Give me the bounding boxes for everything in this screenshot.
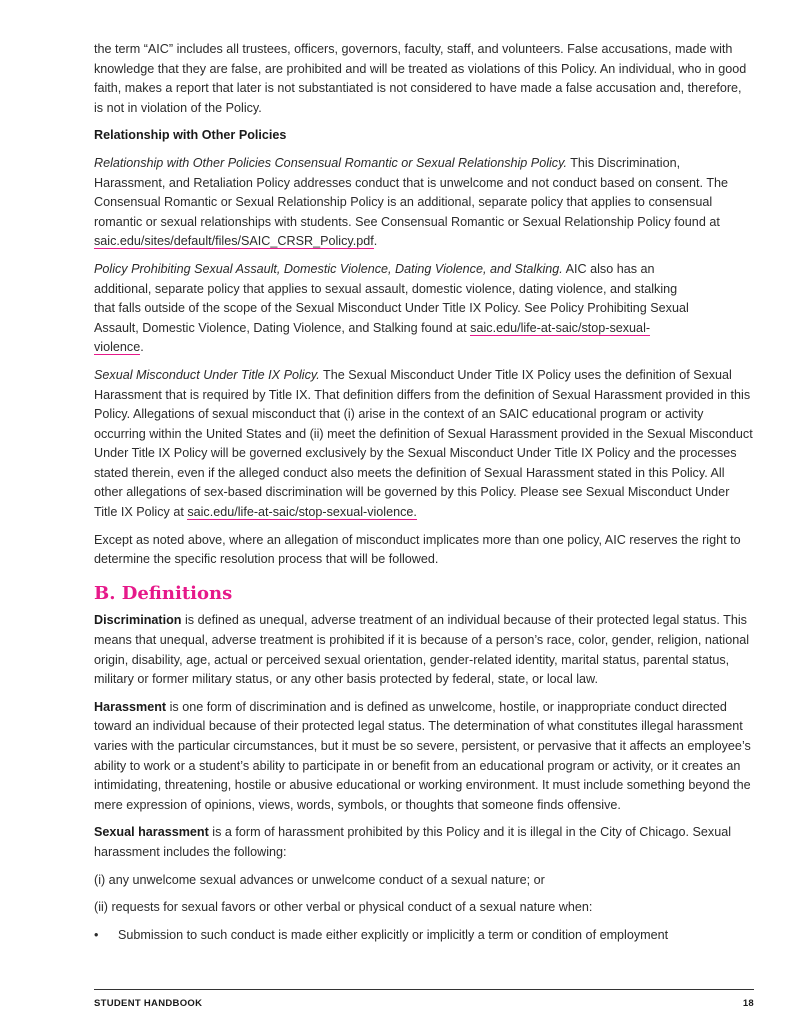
bullet-item [94,926,754,946]
page-footer [94,989,754,1009]
term: Sexual harassment [94,825,209,840]
sexual-harassment-paragraph [94,823,754,862]
section-heading: B. Definitions [94,582,233,604]
assault-paragraph [94,260,694,358]
assault-link[interactable]: saic.edu/life-at-saic/stop-sexual-violence [94,320,651,355]
crsr-link[interactable]: saic.edu/sites/default/files/SAIC_CRSR_Policy.pdf [94,234,374,249]
harassment-paragraph [94,698,754,816]
punct: . [140,340,144,355]
term: Harassment [94,699,167,714]
lead: Sexual Misconduct Under Title IX Policy. [94,367,320,382]
definition: is a form of harassment prohibited by this Policy and it is illegal in the City of Chicago. Sexual harassment includes the following: [94,825,732,859]
intro-paragraph: the term “AIC” includes all trustees, officers, governors, faculty, staff, and volunteers. False accusations, made with knowledge that they are false, are prohibited and will be treated as violations of this Policy. An individual, who in good faith, makes a report that later is not substantiated is not considered to have made a false accusation and, therefore, is not in violation of the Policy. [94,42,747,115]
definition: is one form of discrimination and is defined as unwelcome, hostile, or inappropriate conduct directed toward an individual because of their protected legal status. The determination of what constitutes illegal harassment varies with the particular circumstances, but it must be so severe, persistent, or pervasive that it affects an employee’s ability to work or a student’s ability to participate in or benefit from an educational program or activity, or it creates an intimidating, threatening, hostile or abusive educational or working environment. It must include something beyond the mere expression of opinions, views, words, symbols, or thoughts that someone finds offensive. [94,699,751,812]
crsr-paragraph [94,154,754,252]
punct: . [373,234,378,249]
body: AIC also has an additional, separate policy that applies to sexual assault, domestic violence, dating violence, and stalking that falls outside of the scope of the Sexual Misconduct Under Title IX Policy. See Policy Prohibiting Sexual Assault, Domestic Violence, Dating Violence, and Stalking found at [94,261,689,335]
discrimination-paragraph [94,611,754,689]
footer-title: STUDENT HANDBOOK [94,998,203,1009]
titleix-link[interactable]: saic.edu/life-at-saic/stop-sexual-violence. [187,505,417,520]
subheading: Relationship with Other Policies [94,128,287,143]
lead: Relationship with Other Policies Consensual Romantic or Sexual Relationship Policy. [94,155,567,170]
bullet-text: Submission to such conduct is made either explicitly or implicitly a term or condition of employment [118,927,669,942]
list-item-ii: (ii) requests for sexual favors or other verbal or physical conduct of a sexual nature when: [94,900,593,915]
list-item-i: (i) any unwelcome sexual advances or unwelcome conduct of a sexual nature; or [94,872,545,887]
document-body [94,40,754,945]
term: Discrimination [94,613,182,628]
page-number: 18 [742,998,754,1009]
bullet-icon: • [94,927,99,942]
body: This Discrimination, Harassment, and Retaliation Policy addresses conduct that is unwelcome and not conduct based on consent. The Consensual Romantic or Sexual Relationship Policy is an additional, separate policy that applies to consensual romantic or sexual relationships with students. See Consensual Romantic or Sexual Relationship Policy found at [94,155,729,229]
body: The Sexual Misconduct Under Title IX Policy uses the definition of Sexual Harassment that is required by Title IX. That definition differs from the definition of Sexual Harassment provided in this Policy. Allegations of sexual misconduct that (i) arise in the context of an SAIC educational program or activity occurring within the United States and (ii) meet the definition of Sexual Harassment provided in the Sexual Misconduct Under Title IX Policy will be governed exclusively by the Sexual Misconduct Under Title IX Policy and the processes stated therein, even if the alleged conduct also meets the definition of Sexual Harassment stated in this Policy. All other allegations of sex-based discrimination will be governed by this Policy. Please see Sexual Misconduct Under Title IX Policy at [94,367,753,520]
definition: is defined as unequal, adverse treatment of an individual because of their protected legal status. This means that unequal, adverse treatment is prohibited if it is because of a person’s race, color, gender, religion, national origin, disability, age, actual or perceived sexual orientation, gender-related identity, marital status, parental status, military or former military status, or any other basis protected by federal, state, or local law. [94,613,750,687]
titleix-paragraph [94,366,754,523]
lead: Policy Prohibiting Sexual Assault, Domestic Violence, Dating Violence, and Stalking. [94,261,563,276]
except-paragraph: Except as noted above, where an allegation of misconduct implicates more than one policy, AIC reserves the right to determine the specific resolution process that will be followed. [94,532,741,567]
